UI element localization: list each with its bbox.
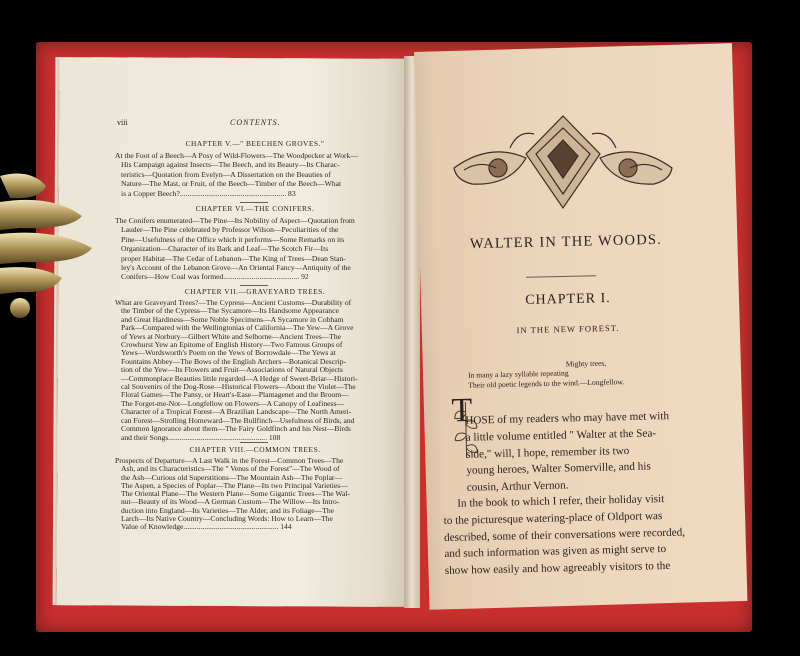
toc-line: The Aspen, a Species of Poplar—The Plane—Its two Principal Varieties— [121,480,348,490]
toc-line: of Yews at Norbury—Gilbert White and Selborne—Ancient Trees—The [121,331,342,341]
toc-line: can Forest—Strolling Homeward—The Bullfinch—Usefulness of Birds, and [121,415,355,425]
divider [240,285,268,286]
chapter-heading: CHAPTER V.—" BEECHEN GROVES." [185,139,325,148]
toc-line: Organization—Character of its Bark and Leaf—The Scotch Fir—Its [121,244,329,254]
body-line: and such information was given as might serve to [444,543,667,561]
toc-line: is a Copper Beech?........................................................ 83 [121,188,296,198]
toc-line: duction into England—Its Varieties—The Alder, and its Foliage—The [121,505,334,515]
body-line: HOSE of my readers who may have met with [465,410,670,427]
toc-line: teristics—Quotation from Evelyn—A Dissertation on the Beauties of [121,169,331,179]
toc-line: Yews—Wordsworth's Poem on the Yews of Borrowdale—The Yews at [121,348,336,358]
drop-cap-letter: T [451,391,473,430]
toc-line: Crowhurst Yew an Epitome of English History—Two Famous Groups of [121,340,343,350]
toc-line: tion of the Yew—Its Flowers and Fruit—Associations of Natural Objects [121,365,343,375]
toc-line: Fountains Abbey—The Bows of the English Archers—Botanical Descrip- [121,356,347,366]
toc-line: Larch—Its Native Country—Concluding Words: How to Learn—The [121,514,333,524]
ornament-headpiece [450,112,676,218]
chapter-heading: CHAPTER VIII.—COMMON TREES. [189,445,321,454]
toc-line: Value of Knowledge.................................................. 144 [121,522,292,532]
running-head: CONTENTS. [230,118,281,127]
toc-line: At the Foot of a Beech—A Posy of Wild-Flowers—The Woodpecker at Work— [115,151,358,160]
toc-line: proper Habitat—The Cedar of Lebanon—The King of Trees—Dean Stan- [121,253,346,263]
epigraph-line: In many a lazy syllable repeating [467,368,569,381]
body-text-indented [465,407,709,496]
toc-line: The Conifers enumerated—The Pine—Its Nobility of Aspect—Quotation from [115,216,355,225]
toc-line: The Oriental Plane—The Western Plane—Some Gigantic Trees—The Wal- [121,489,350,499]
toc-line: Floral Games—The Pansy, or Heart's-Ease—Plantagenet and the Broom— [121,390,349,400]
toc-line: nut—Beauty of its Wood—A German Custom—The Willow—Its Intro- [121,497,340,507]
brass-page-holder [0,168,96,318]
body-line: cousin, Arthur Vernon. [466,479,569,494]
toc-line: Pine—Usefulness of the Office which it performs—Some Remarks on its [121,234,345,244]
toc-line: ley's Account of the Lebanon Grove—An Oriental Fancy—Antiquity of the [121,263,351,273]
chapter-number: CHAPTER I. [525,291,611,308]
toc-line: the Ash—Curious old Superstitions—The Mountain Ash—The Poplar— [121,472,343,482]
toc-line: Character of a Tropical Forest—A Brazilian Landscape—The North Ameri- [121,407,352,417]
chapter-title: IN THE NEW FOREST. [516,322,620,336]
chapter-heading: CHAPTER VII.—GRAVEYARD TREES. [184,287,326,296]
toc-line: and Great Hardiness—Some Noble Specimens—A Sycamore in Cobham [121,314,344,324]
body-line: to the picturesque watering-place of Oldport was [443,509,663,527]
epigraph-line: Mighty trees, [565,358,607,369]
body-line: young heroes, Walter Somerville, and his [466,460,651,478]
toc-line: the Timber of the Cypress—The Sycamore—Its Handsome Appearance [121,306,339,316]
toc-line: Nature—The Mast, or Fruit, of the Beech—Timber of the Beech—What [121,179,342,189]
toc-line: Common Ignorance about them—The Fairy Goldfinch and his Nest—Birds [121,424,351,434]
epigraph [468,356,709,390]
chapter-heading: CHAPTER VI.—THE CONIFERS. [195,204,315,213]
chapter-summary [115,151,395,198]
toc-line: The Forget-me-Not—Longfellow on Flowers—A Canopy of Leafiness— [121,398,344,408]
chapter-summary [115,299,395,442]
toc-line: What are Graveyard Trees?—The Cypress—Ancient Customs—Durability of [115,298,352,307]
toc-line: and their Songs.................................................... 108 [121,432,281,442]
toc-line: Prospects of Departure—A Last Walk in the Forest—Common Trees—The [115,456,344,465]
page-number: viii [117,118,128,127]
divider [240,202,268,203]
epigraph-line: Their old poetic legends to the wind.—Longfellow. [468,376,625,390]
toc-line: Lauder—The Pine celebrated by Professor Wilson—Peculiarities of the [121,225,339,235]
body-line: In the book to which I refer, their holiday visit [457,493,665,510]
toc-line: —Commonplace Beauties little regarded—A Hedge of Sweet-Briar—Histori- [121,373,358,383]
toc-line: cal Souvenirs of the Dog-Rose—Historical Flowers—About the Violet—The [121,382,356,392]
toc-line: Conifers—How Coal was formed........................................ 92 [121,272,309,282]
chapter-summary [115,457,395,532]
chapter-summary [115,216,395,282]
body-line: show how easily and how agreeably visitors to the [444,560,671,578]
toc-line: Ash, and its Characteristics—The " Venus of the Forest"—The Wood of [121,464,340,474]
body-text [443,490,711,580]
body-line: a little volume entitled " Walter at the Sea- [465,427,657,444]
toc-line: Park—Compared with the Wellingtonias of California—The Yew—A Grove [121,323,354,333]
body-line: described, some of their conversations were recorded, [443,526,686,544]
book-title: WALTER IN THE WOODS. [469,231,663,253]
body-line: side," will, I hope, remember its two [465,444,630,461]
toc-line: His Campaign against Insects—The Beech, and its Beauty—Its Charac- [121,160,340,170]
divider [240,442,268,443]
